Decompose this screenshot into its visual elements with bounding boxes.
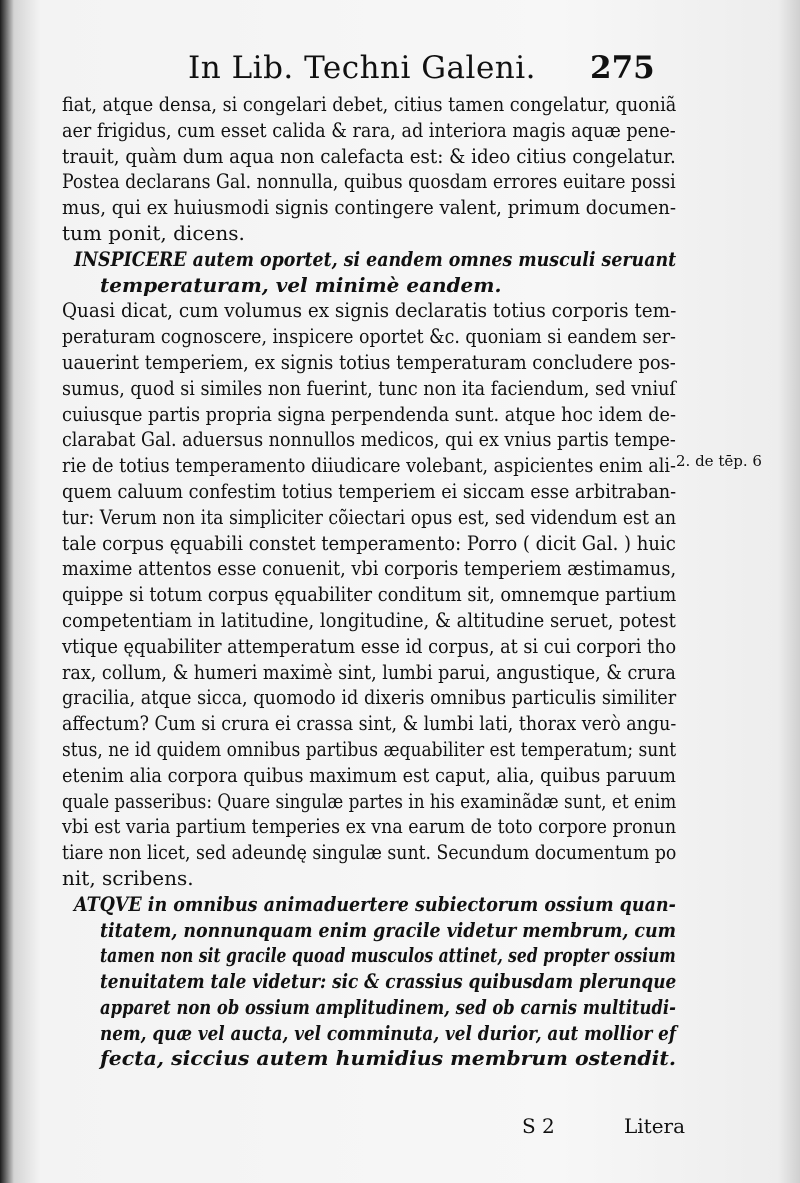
text-line-content: gracilia, atque sicca, quomodo id dixeris omnibus particulis similiter: [62, 685, 677, 710]
text-line: [62, 608, 682, 634]
text-line: [62, 118, 682, 144]
text-line: [62, 531, 682, 557]
running-header: [0, 50, 800, 90]
text-line-content: clarabat Gal. aduersus nonnullos medicos, qui ex vnius partis tempe-: [62, 427, 676, 452]
text-line-content: Quasi dicat, cum volumus ex signis declaratis totius corporis tem-: [62, 298, 677, 323]
text-line-content: ATQVE in omnibus animaduertere subiectorum ossium quan-: [74, 891, 676, 916]
page-number: 275: [590, 50, 655, 86]
text-line-content: quippe si totum corpus ęquabiliter conditum sit, omnemque partium: [62, 582, 677, 607]
text-line-content: tamen non sit gracile quoad musculos attinet, sed propter ossium: [100, 943, 676, 968]
text-line: [62, 402, 682, 428]
text-line-content: trauit, quàm dum aqua non calefacta est: & ideo citius congelatur.: [62, 143, 676, 168]
text-line-content: nit, scribens.: [62, 865, 194, 890]
text-line-content: nem, quæ vel aucta, vel comminuta, vel durior, aut mollior ef: [100, 1020, 677, 1045]
text-line-content: uauerint temperiem, ex signis totius temperaturam concludere pos-: [62, 349, 676, 374]
running-title: In Lib. Techni Galeni.: [188, 50, 537, 86]
text-line-content: competentiam in latitudine, longitudine, & altitudine seruet, potest: [62, 607, 676, 632]
text-line: [62, 169, 682, 195]
text-line-content: quem caluum confestim totius temperiem ei siccam esse arbitraban-: [62, 478, 677, 503]
text-line: [62, 969, 682, 995]
text-line-content: INSPICERE autem oportet, si eandem omnes musculi seruant: [74, 246, 677, 271]
text-line: [62, 556, 682, 582]
text-line-content: rax, collum, & humeri maximè sint, lumbi parui, angustique, & crura: [62, 659, 676, 684]
text-line: [62, 92, 682, 118]
text-line-content: sumus, quod si similes non fuerint, tunc non ita faciendum, sed vniuſ: [62, 375, 676, 400]
text-line: [62, 840, 682, 866]
text-line: [62, 376, 682, 402]
text-line: [62, 634, 682, 660]
text-line: [62, 789, 682, 815]
text-line-content: cuiusque partis propria signa perpendenda sunt. atque hoc idem de-: [62, 401, 676, 426]
text-line: [62, 763, 682, 789]
text-line-content: tenuitatem tale videtur: sic & crassius quibusdam plerunque: [100, 969, 677, 994]
text-line-content: maxime attentos esse conuenit, vbi corporis temperiem æstimamus,: [62, 556, 677, 581]
text-line: [62, 298, 682, 324]
text-line-content: vbi est varia partium temperies ex vna earum de toto corpore pronun: [62, 814, 677, 839]
text-line: [62, 918, 682, 944]
text-line-content: tiare non licet, sed adeundę singulæ sunt. Secundum documentum po: [62, 840, 677, 865]
text-line-content: titatem, nonnunquam enim gracile videtur membrum, cum: [100, 917, 676, 942]
text-line: [62, 350, 682, 376]
text-line-content: peraturam cognoscere, inspicere oportet &c. quoniam si eandem ser-: [62, 324, 676, 349]
text-line: [62, 195, 682, 221]
text-line: [62, 247, 682, 273]
signature-mark: S 2: [522, 1114, 555, 1138]
text-line-content: tale corpus ęquabili constet temperamento: Porro ( dicit Gal. ) huic: [62, 530, 676, 555]
text-line: [62, 479, 682, 505]
text-body: [62, 92, 682, 1072]
text-line: [62, 685, 682, 711]
text-line: [62, 427, 682, 453]
text-line: [62, 273, 682, 299]
text-line: [62, 995, 682, 1021]
text-line: [62, 221, 682, 247]
text-line: [62, 892, 682, 918]
text-line-content: affectum? Cum si crura ei crassa sint, & lumbi lati, thorax verò angu-: [62, 711, 677, 736]
text-line-content: quale passeribus: Quare singulæ partes in his examinãdæ sunt, et enim: [62, 788, 677, 813]
text-line: [62, 1046, 682, 1072]
text-line-content: apparet non ob ossium amplitudinem, sed ob carnis multitudi-: [100, 994, 676, 1019]
text-line: [62, 453, 682, 479]
text-line: [62, 505, 682, 531]
text-line-content: mus, qui ex huiusmodi signis contingere valent, primum documen-: [62, 195, 676, 220]
text-line: [62, 866, 682, 892]
text-line-content: etenim alia corpora quibus maximum est caput, alia, quibus paruum: [62, 762, 676, 787]
text-line: [62, 324, 682, 350]
text-line-content: tur: Verum non ita simpliciter cõiectari opus est, sed videndum est an: [62, 504, 677, 529]
text-line-content: temperaturam, vel minimè eandem.: [100, 272, 502, 297]
catchword: Litera: [624, 1114, 686, 1138]
text-line-content: stus, ne id quidem omnibus partibus æquabiliter est temperatum; sunt: [62, 736, 677, 761]
text-line-content: Postea declarans Gal. nonnulla, quibus quosdam errores euitare possi: [62, 169, 676, 194]
text-line: [62, 711, 682, 737]
page-edge-shadow: [778, 0, 800, 1183]
text-line: [62, 814, 682, 840]
text-line-content: vtique ęquabiliter attemperatum esse id corpus, at si cui corpori tho: [62, 633, 677, 658]
text-line: [62, 943, 682, 969]
text-line: [62, 144, 682, 170]
text-line-content: fiat, atque densa, si congelari debet, citius tamen congelatur, quoniã: [62, 92, 677, 116]
text-line-content: aer frigidus, cum esset calida & rara, ad interiora magis aquæ pene-: [62, 117, 676, 142]
margin-note: 2. de tēp. 6: [676, 452, 762, 470]
text-line: [62, 1021, 682, 1047]
text-line: [62, 737, 682, 763]
text-line-content: fecta, siccius autem humidius membrum ostendit.: [100, 1046, 676, 1071]
text-line: [62, 660, 682, 686]
text-line-content: tum ponit, dicens.: [62, 220, 245, 245]
text-line-content: rie de totius temperamento diiudicare volebant, aspicientes enim ali-: [62, 453, 676, 478]
text-line: [62, 582, 682, 608]
